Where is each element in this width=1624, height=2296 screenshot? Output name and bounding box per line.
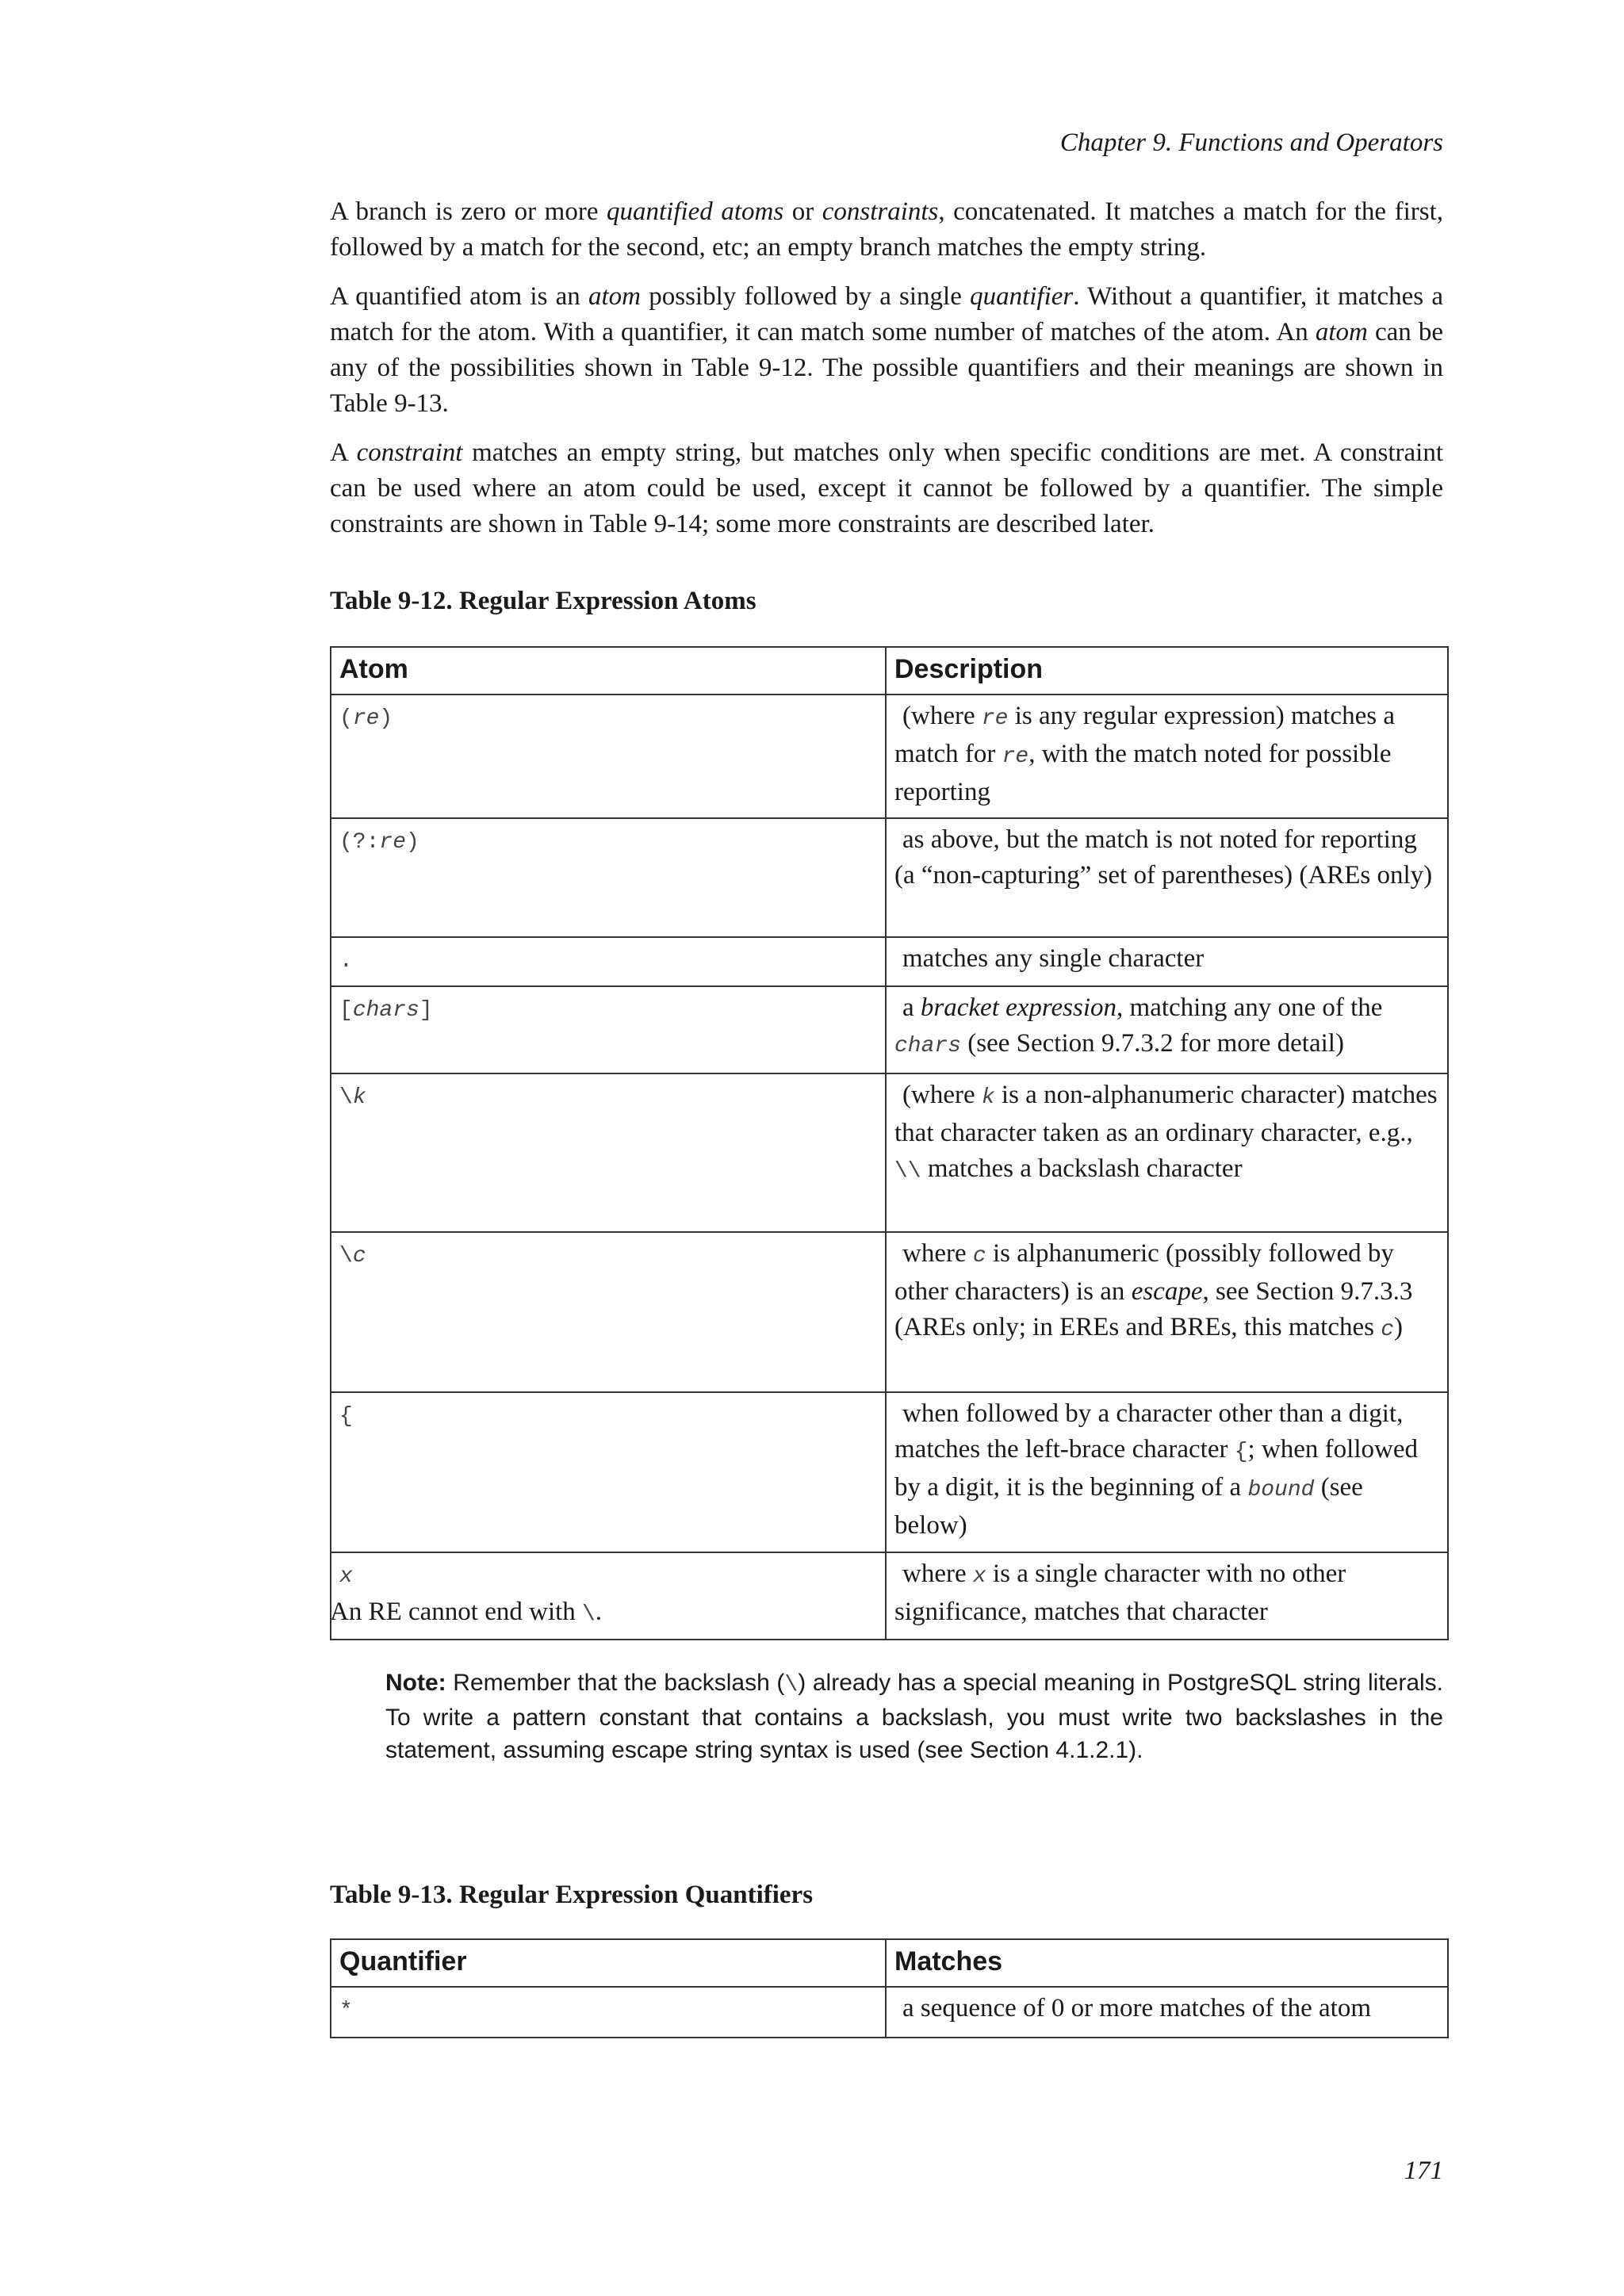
page-number: 171 bbox=[1404, 2156, 1443, 2185]
text-run: ) bbox=[1394, 1313, 1404, 1341]
table-row bbox=[331, 1392, 1448, 1552]
code-text: ] bbox=[419, 998, 433, 1023]
code-placeholder: c bbox=[972, 1244, 986, 1269]
code-placeholder: re bbox=[1002, 744, 1029, 769]
paragraph-branch bbox=[330, 194, 1443, 266]
text-run: . bbox=[595, 1598, 603, 1626]
text-run: (see Section 9.7.3.2 for more detail) bbox=[961, 1029, 1344, 1058]
code-text: { bbox=[339, 1404, 353, 1429]
text-run: matches any single character bbox=[902, 944, 1205, 973]
description-cell bbox=[886, 937, 1448, 986]
emphasis: atom bbox=[588, 282, 642, 311]
description-cell bbox=[886, 1392, 1448, 1552]
column-header-atom: Atom bbox=[331, 647, 886, 695]
code-text: ) bbox=[379, 706, 393, 731]
quantifier-cell: * bbox=[331, 1987, 886, 2038]
quantifiers-table bbox=[330, 1938, 1449, 2038]
text-run: when followed by a character other than a digit, matches the left-brace character bbox=[894, 1399, 1404, 1464]
running-header: Chapter 9. Functions and Operators bbox=[1059, 128, 1443, 157]
text-run: can be any of the possibilities shown in Table 9-12. The possible quantifiers and their meanings are shown in Table 9-13. bbox=[330, 318, 1443, 418]
text-run: , concatenated. It matches a match for the first, followed by a match for the second, etc; an empty branch matches the empty string. bbox=[330, 197, 1443, 262]
emphasis: quantifier bbox=[970, 282, 1074, 311]
paragraph-re-end bbox=[330, 1598, 602, 1627]
text-run: An RE cannot end with bbox=[330, 1598, 583, 1626]
text-run: is alphanumeric (possibly followed by other characters) is an bbox=[894, 1239, 1394, 1306]
description-cell bbox=[886, 986, 1448, 1073]
table-row bbox=[331, 1232, 1448, 1392]
text-run: as above, but the match is not noted for reporting (a “non-capturing” set of parentheses) (AREs only) bbox=[894, 825, 1433, 890]
note-text: ) already has a special meaning in PostgreSQL string literals. To write a pattern constant that contains a backslash, you must write two backslashes in the statement, assuming escape string syntax is used (see Section 4.1.2.1). bbox=[385, 1670, 1444, 1763]
emphasis: atom bbox=[1315, 318, 1368, 346]
text-run: or bbox=[783, 197, 822, 226]
table-header-row bbox=[331, 1939, 1448, 1987]
description-cell bbox=[886, 1073, 1448, 1232]
code-placeholder: chars bbox=[352, 998, 419, 1023]
code-text: \ bbox=[582, 1602, 596, 1627]
text-run: where bbox=[902, 1239, 973, 1268]
code-placeholder: chars bbox=[894, 1034, 962, 1058]
text-run: a sequence of 0 or more matches of the atom bbox=[902, 1994, 1372, 2022]
table-header-row bbox=[331, 647, 1448, 695]
emphasis: escape bbox=[1131, 1277, 1203, 1306]
code-text: ( bbox=[339, 706, 353, 731]
column-header-quantifier: Quantifier bbox=[331, 1939, 886, 1987]
emphasis: quantified atoms bbox=[606, 197, 784, 226]
table-row bbox=[331, 1987, 1448, 2038]
code-placeholder: re bbox=[981, 706, 1009, 731]
code-text: \\ bbox=[894, 1159, 921, 1184]
text-run: , see Section 9.7.3.3 (AREs only; in EREs and BREs, this matches bbox=[894, 1277, 1413, 1341]
emphasis: constraint bbox=[356, 438, 463, 467]
code-placeholder: x bbox=[972, 1564, 986, 1589]
table-row bbox=[331, 986, 1448, 1073]
description-cell bbox=[886, 1987, 1448, 2038]
atom-cell bbox=[331, 1392, 886, 1552]
text-run: (see below) bbox=[894, 1473, 1363, 1540]
text-run: (where bbox=[902, 702, 982, 730]
code-text: . bbox=[339, 949, 353, 974]
paragraph-constraint bbox=[330, 435, 1443, 542]
text-run: A branch is zero or more bbox=[330, 197, 607, 226]
description-cell bbox=[886, 1232, 1448, 1392]
description-cell bbox=[886, 818, 1448, 937]
code-placeholder: k bbox=[981, 1085, 995, 1110]
text-run: ; when followed by a digit, it is the beginning of a bbox=[894, 1435, 1418, 1502]
text-run: A bbox=[330, 438, 357, 467]
code-text: (?: bbox=[339, 830, 380, 855]
table-caption-quantifiers: Table 9-13. Regular Expression Quantifiers bbox=[330, 1881, 814, 1909]
code-text: \ bbox=[339, 1244, 353, 1269]
code-placeholder: re bbox=[379, 830, 407, 855]
note-box bbox=[385, 1667, 1443, 1766]
code-text: \ bbox=[784, 1673, 799, 1697]
atom-cell bbox=[331, 695, 886, 818]
text-run: is a single character with no other significance, matches that character bbox=[894, 1559, 1346, 1626]
text-run: is a non-alphanumeric character) matches that character taken as an ordinary character, e.g., bbox=[894, 1081, 1438, 1147]
atoms-table bbox=[330, 646, 1449, 1640]
code-text: { bbox=[1234, 1440, 1248, 1464]
text-run: is any regular expression) matches a match for bbox=[894, 702, 1395, 768]
code-placeholder: c bbox=[1381, 1318, 1395, 1342]
atom-cell bbox=[331, 986, 886, 1073]
atom-cell bbox=[331, 937, 886, 986]
text-run: a bbox=[902, 993, 921, 1022]
description-cell bbox=[886, 1552, 1448, 1640]
text-run: matches an empty string, but matches only when specific conditions are met. A constraint can be used where an atom could be used, except it cannot be followed by a quantifier. The simple constraints are shown in Table 9-14; some more constraints are described later. bbox=[330, 438, 1444, 538]
text-run: (where bbox=[902, 1081, 982, 1109]
text-run: . Without a quantifier, it matches a match for the atom. With a quantifier, it can match some number of matches of the atom. An bbox=[330, 282, 1443, 346]
note-label: Note: bbox=[385, 1670, 446, 1696]
description-cell bbox=[886, 695, 1448, 818]
code-placeholder: x bbox=[339, 1564, 353, 1589]
table-row bbox=[331, 818, 1448, 937]
table-row bbox=[331, 695, 1448, 818]
code-placeholder: c bbox=[352, 1244, 366, 1269]
atom-cell bbox=[331, 1232, 886, 1392]
column-header-description: Description bbox=[886, 647, 1448, 695]
column-header-matches: Matches bbox=[886, 1939, 1448, 1987]
code-text: [ bbox=[339, 998, 353, 1023]
atom-cell bbox=[331, 818, 886, 937]
atom-cell bbox=[331, 1073, 886, 1232]
note-text: Remember that the backslash ( bbox=[446, 1670, 785, 1696]
emphasis: bracket expression bbox=[920, 993, 1117, 1022]
text-run: , matching any one of the bbox=[1116, 993, 1383, 1022]
code-placeholder: bound bbox=[1247, 1478, 1315, 1502]
emphasis: constraints bbox=[822, 197, 939, 226]
paragraph-quantified-atom bbox=[330, 279, 1443, 422]
code-text: ) bbox=[406, 830, 419, 855]
text-run: , with the match noted for possible reporting bbox=[894, 740, 1392, 806]
table-caption-atoms: Table 9-12. Regular Expression Atoms bbox=[330, 587, 756, 615]
code-text: \ bbox=[339, 1085, 353, 1110]
table-row bbox=[331, 937, 1448, 986]
text-run: possibly followed by a single bbox=[641, 282, 971, 311]
table-row bbox=[331, 1073, 1448, 1232]
text-run: matches a backslash character bbox=[921, 1154, 1243, 1183]
text-run: where bbox=[902, 1559, 973, 1588]
code-placeholder: k bbox=[352, 1085, 366, 1110]
text-run: A quantified atom is an bbox=[330, 282, 589, 311]
code-placeholder: re bbox=[352, 706, 380, 731]
